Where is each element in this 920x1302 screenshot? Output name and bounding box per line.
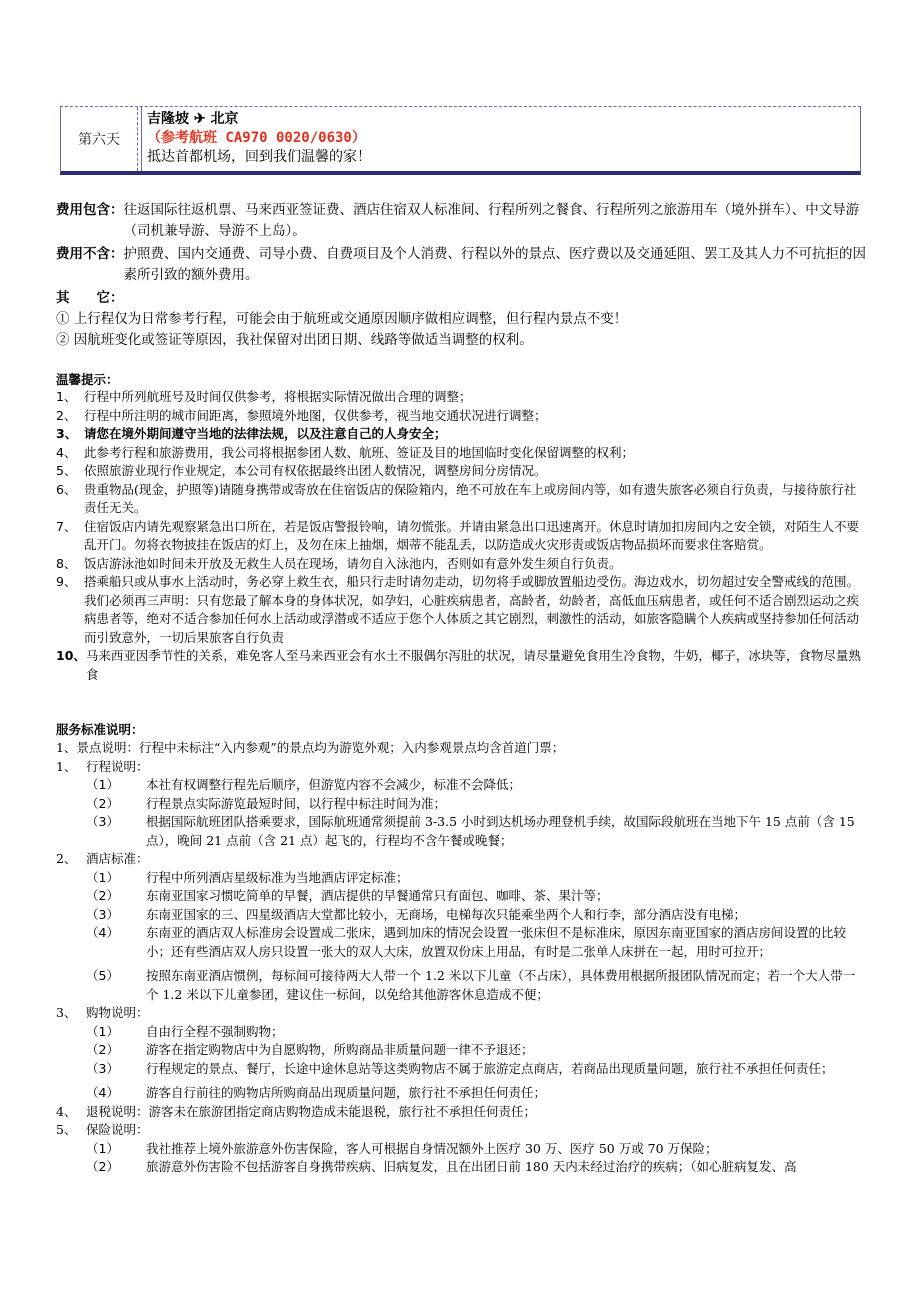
- service-item-text: 按照东南亚酒店惯例，每标间可接待两大人带一个 1.2 米以下儿童（不占床），具体费用根据所报团队情况而定；若一个大人带一个 1.2 米以下儿童参团，建议住一标间，以免给其他游客休息造成不便；: [146, 968, 856, 1002]
- service-item-text: 自由行全程不强制购物；: [146, 1023, 284, 1039]
- tip-item: [56, 573, 866, 647]
- service-section: [56, 758, 866, 777]
- fee-exclude-text: 护照费、国内交通费、司导小费、自费项目及个人消费、行程以外的景点、医疗费以及交通延阻、罢工及其人力不可抗拒的因素所引致的额外费用。: [123, 246, 866, 283]
- service-item-text: 游客自行前往的购物店所购商品出现质量问题，旅行社不承担任何责任；: [146, 1085, 547, 1100]
- service-section-title: 酒店标准：: [86, 851, 149, 866]
- service-item-number: （4）: [86, 1085, 119, 1100]
- tip-item: [56, 407, 866, 426]
- service-section-number: 3、: [56, 1005, 77, 1020]
- service-item-number: （2）: [86, 795, 119, 811]
- tip-text: 行程中所列航班号及时间仅供参考，将根据实际情况做出合理的调整；: [84, 389, 472, 404]
- tip-text: 住宿饭店内请先观察紧急出口所在，若是饭店警报铃响，请勿慌张。并请由紧急出口迅速离开。休息时请加扣房间内之安全锁，对陌生人不要乱开门。勿将衣物披挂在饭店的灯上，及勿在床上抽烟，烟蒂不能乱丢，以防造成火灾形责或饭店物品损坏而要求住客赔赏。: [84, 518, 860, 552]
- fee-exclude-label: 费用不含：: [56, 246, 124, 262]
- tip-number: 6、: [56, 481, 77, 497]
- service-list: [56, 739, 866, 1177]
- service-item: [56, 869, 866, 888]
- service-section: [56, 1004, 866, 1023]
- tip-number: 2、: [56, 407, 77, 423]
- tip-item: [56, 388, 866, 407]
- tip-text: 马来西亚因季节性的关系，难免客人至马来西亚会有水土不服偶尔泻肚的状况，请尽量避免食用生冷食物，牛奶，椰子，冰块等，食物尽量熟食: [85, 648, 861, 682]
- service-item: [56, 1140, 866, 1159]
- service-item-text: 东南亚的酒店双人标准房会设置成二张床，遇到加床的情况会设置一张床但不是标准床，原因东南亚国家的酒店房间设置的比较小；还有些酒店双人房只设置一张大的双人大床，放置双份床上用品，有时是二张单人床拼在一起，用时可拉开；: [146, 925, 847, 959]
- service-section-number: 1、: [56, 758, 77, 774]
- tip-text: 贵重物品(现金，护照等)请随身携带或寄放在住宿饭店的保险箱内，绝不可放在车上或房间内等，如有遗失旅客必须自行负责，与接待旅行社责任无关。: [84, 481, 857, 515]
- tip-item: [56, 481, 866, 518]
- day-content: [147, 110, 854, 167]
- other-label: 其 它：: [56, 290, 124, 306]
- service-item-number: （5）: [86, 968, 119, 983]
- day-label: 第六天: [61, 107, 138, 171]
- service-item-number: （1）: [86, 777, 119, 792]
- service-item-number: （1）: [86, 1023, 119, 1039]
- service-item-text: 行程中所列酒店星级标准为当地酒店评定标准；: [146, 869, 409, 885]
- tip-item: [56, 518, 866, 555]
- service-section: [56, 1103, 866, 1122]
- service-item-text: 东南亚国家习惯吃简单的早餐，酒店提供的早餐通常只有面包、咖啡、茶、果汁等；: [146, 888, 609, 903]
- service-section-title: 保险说明：: [86, 1122, 149, 1137]
- fee-include-label: 费用包含：: [56, 202, 124, 218]
- tip-item: [56, 647, 866, 684]
- service-item: [56, 1060, 866, 1079]
- service-item-number: （1）: [86, 869, 119, 885]
- service-item: [56, 1041, 866, 1060]
- scenic-note: 1、景点说明：行程中未标注“入内参观”的景点均为游览外观；入内参观景点均含首道门票；: [56, 740, 565, 755]
- service-item: [56, 906, 866, 925]
- tip-item: [56, 555, 866, 574]
- service-section-number: 5、: [56, 1122, 77, 1137]
- arrival-note: 抵达首都机场，回到我们温馨的家！: [147, 149, 371, 165]
- service-section-number: 4、: [56, 1103, 77, 1119]
- service-item-number: （2）: [86, 1042, 119, 1057]
- service-item-text: 行程景点实际游览最短时间，以行程中标注时间为准；: [146, 795, 447, 811]
- fee-include-text: 往返国际往返机票、马来西亚签证费、酒店住宿双人标准间、行程所列之餐食、行程所列之旅游用车（境外拼车）、中文导游（司机兼导游、导游不上岛）。: [123, 202, 860, 239]
- service-item-number: （2）: [86, 1159, 119, 1174]
- tip-text: 搭乘船只或从事水上活动时，务必穿上救生衣，船只行走时请勿走动，切勿将手或脚放置船边受伤。海边戏水，切勿超过安全警戒线的范围。我们必须再三声明：只有您最了解本身的身体状况，如孕妇，心脏疾病患者，高龄者，幼龄者，高低血压病患者，或任何不适合剧烈运动之疾病患者等，绝对不适合参加任何水上活动或浮潜或不适应于您个人体质之其它剧烈，刺激性的活动，如旅客隐瞒个人疾病或坚持参加任何活动而引致意外，一切后果旅客自行负责: [84, 574, 860, 645]
- tip-text: 饭店游泳池如时间未开放及无救生人员在现场，请勿自入泳池内，否则如有意外发生须自行负责。: [84, 555, 622, 571]
- service-item: [56, 967, 866, 1004]
- service-item-number: （3）: [86, 906, 119, 922]
- service-item: [56, 1084, 866, 1103]
- service-item-number: （4）: [86, 925, 119, 940]
- service-item: [56, 887, 866, 906]
- service-item-text: 我社推荐上境外旅游意外伤害保险，客人可根据自身情况额外上医疗 30 万、医疗 50 万或 70 万保险；: [146, 1140, 718, 1156]
- service-item: [56, 813, 866, 850]
- tip-number: 5、: [56, 463, 77, 478]
- service-section-title: 退税说明：游客未在旅游团指定商店购物造成未能退税，旅行社不承担任何责任；: [86, 1103, 537, 1119]
- tip-number: 10、: [56, 648, 86, 663]
- service-item: [56, 1158, 866, 1177]
- tip-number: 3、: [56, 426, 78, 441]
- tip-item: [56, 444, 866, 463]
- service-item: [56, 795, 866, 814]
- service-section-title: 购物说明：: [86, 1005, 149, 1020]
- service-item-number: （1）: [86, 1140, 119, 1156]
- fee-exclude: [56, 244, 866, 286]
- service-section-title: 行程说明：: [86, 758, 149, 774]
- service-item-text: 行程规定的景点、餐厅，长途中途休息站等这类购物店不属于旅游定点商店，若商品出现质量问题，旅行社不承担任何责任；: [146, 1060, 834, 1076]
- tips-list: [56, 388, 866, 684]
- tip-text: 行程中所注明的城市间距离，参照境外地图，仅供参考，视当地交通状况进行调整；: [84, 407, 547, 423]
- table-divider: [141, 107, 142, 171]
- tip-number: 4、: [56, 444, 77, 460]
- service-item-number: （3）: [86, 1060, 119, 1076]
- service-item: [56, 1023, 866, 1042]
- tip-number: 1、: [56, 389, 77, 404]
- service-item: [56, 776, 866, 795]
- tip-item: [56, 462, 866, 481]
- service-item-text: 本社有权调整行程先后顺序，但游览内容不会减少，标准不会降低；: [146, 777, 522, 792]
- tip-item: [56, 425, 866, 444]
- service-title: 服务标准说明：: [56, 722, 144, 737]
- tips-title: 温馨提示：: [56, 372, 119, 387]
- flight-reference: （参考航班 CA970 0020/0630）: [147, 130, 366, 146]
- service-item-text: 旅游意外伤害险不包括游客自身携带疾病、旧病复发，且在出团日前 180 天内未经过治疗的疾病；（如心脏病复发、高: [146, 1159, 797, 1174]
- tip-number: 9、: [56, 574, 77, 589]
- tip-text: 此参考行程和旅游费用，我公司将根据参团人数、航班、签证及目的地国临时变化保留调整的权利；: [84, 444, 635, 460]
- service-item-number: （3）: [86, 814, 119, 829]
- tip-number: 8、: [56, 555, 77, 571]
- service-item-text: 根据国际航班团队搭乘要求，国际航班通常须提前 3-3.5 小时到达机场办理登机手续，故国际段航班在当地下午 15 点前（含 15 点），晚间 21 点前（含 21 点）起飞的，行程均不含午餐或晚餐；: [146, 814, 855, 848]
- day-itinerary-table: [60, 106, 861, 175]
- fee-include: [56, 200, 866, 242]
- other-note-2: ② 因航班变化或签证等原因，我社保留对出团日期、线路等做适当调整的权利。: [56, 332, 533, 348]
- route-title: 吉隆坡 ✈ 北京: [147, 111, 239, 127]
- tip-text: 依照旅游业现行作业规定，本公司有权依据最终出团人数情况，调整房间分房情况。: [84, 463, 547, 478]
- other-note-1: ① 上行程仅为日常参考行程，可能会由于航班或交通原因顺序做相应调整，但行程内景点不变！: [56, 311, 628, 327]
- service-item-text: 游客在指定购物店中为自愿购物，所购商品非质量问题一律不予退还；: [146, 1042, 534, 1057]
- service-section-number: 2、: [56, 851, 77, 866]
- service-item-number: （2）: [86, 888, 119, 903]
- service-section: [56, 1121, 866, 1140]
- service-item: [56, 924, 866, 961]
- tip-text: 请您在境外期间遵守当地的法律法规，以及注意自己的人身安全；: [84, 426, 447, 441]
- tip-number: 7、: [56, 518, 77, 534]
- service-section: [56, 850, 866, 869]
- service-item-text: 东南亚国家的三、四星级酒店大堂都比较小，无商场，电梯每次只能乘坐两个人和行李，部分酒店没有电梯；: [146, 906, 747, 922]
